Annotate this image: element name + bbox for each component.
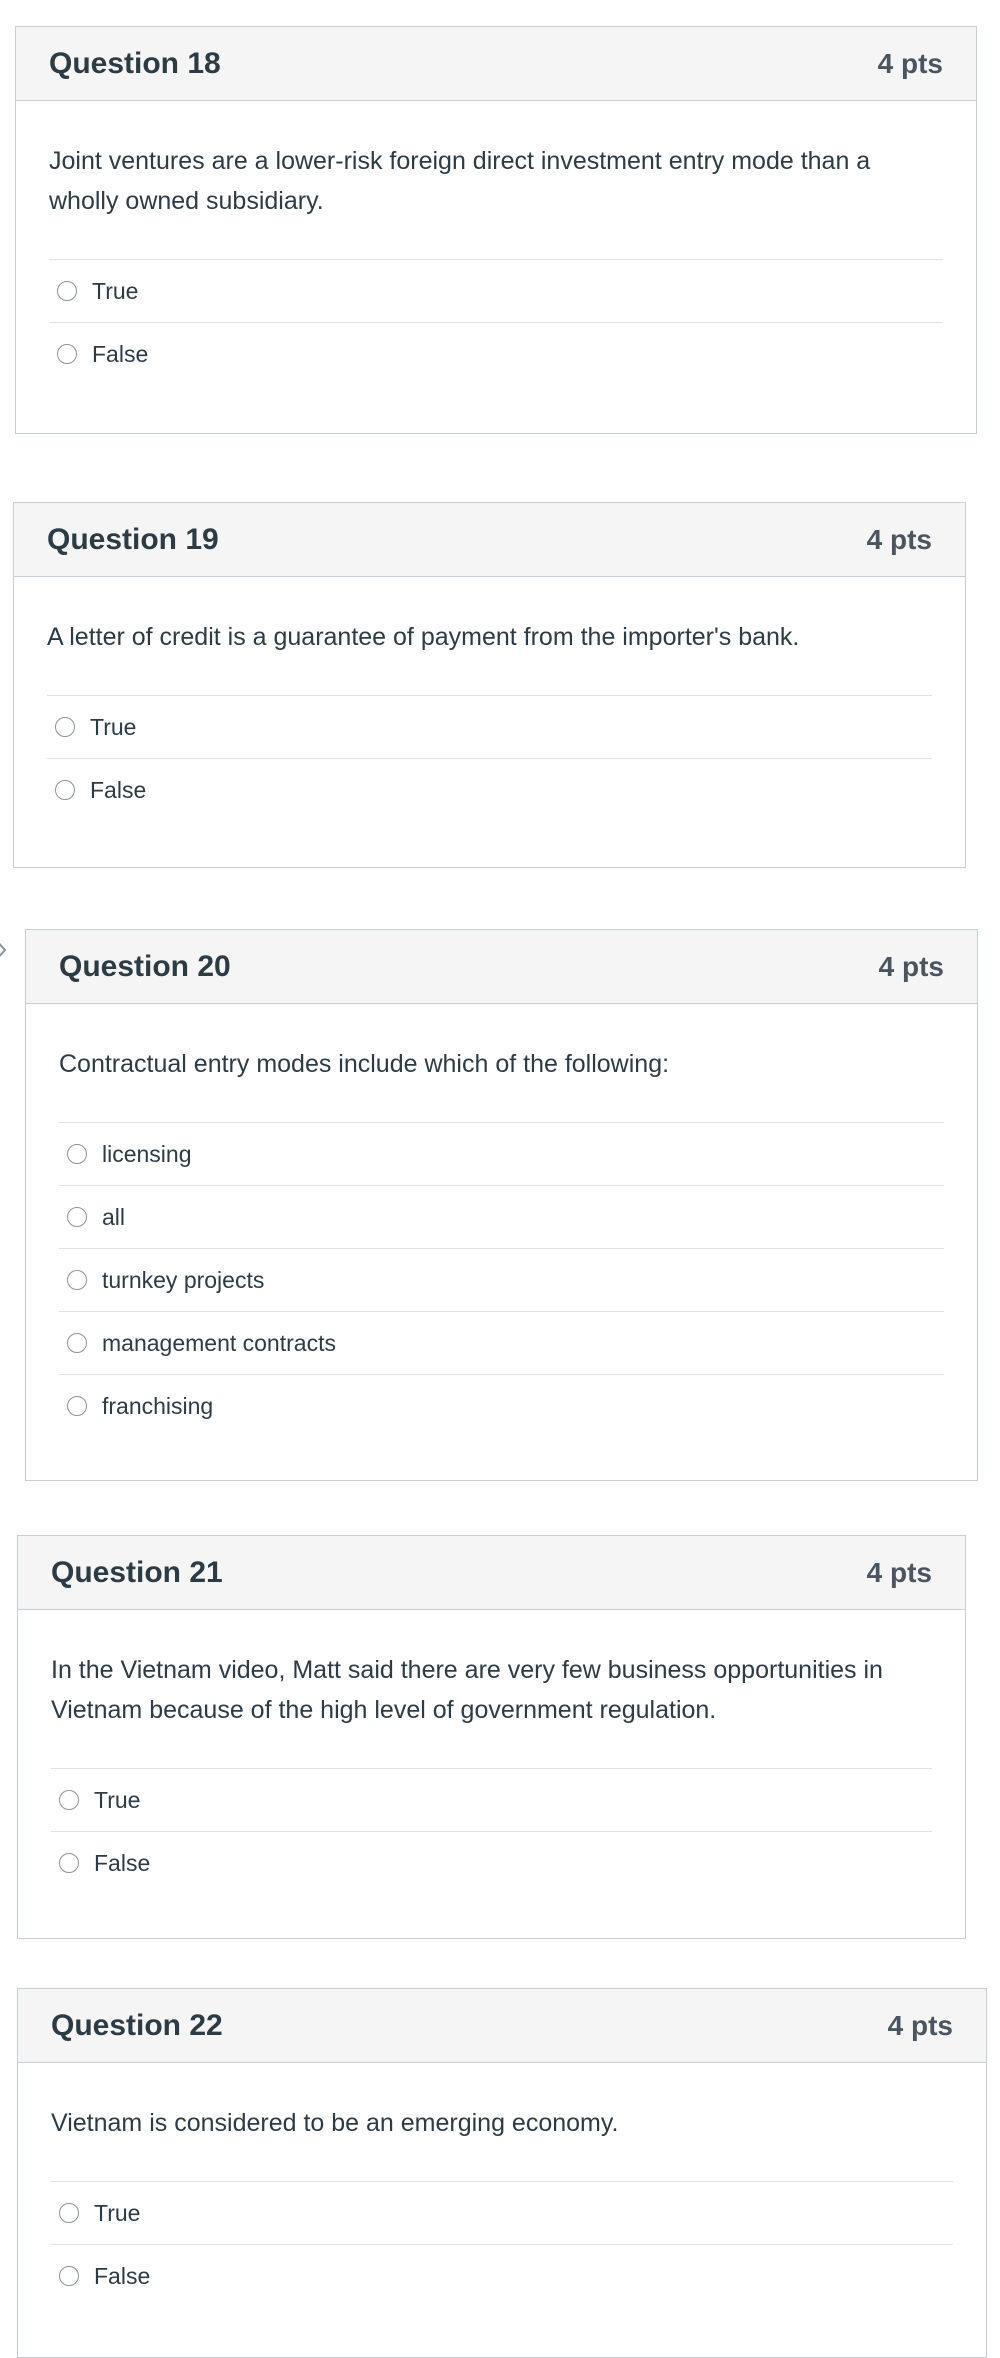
radio-button[interactable] bbox=[55, 717, 75, 737]
radio-button[interactable] bbox=[67, 1144, 87, 1164]
answer-option[interactable] bbox=[51, 2245, 953, 2307]
radio-button[interactable] bbox=[67, 1333, 87, 1353]
answer-option[interactable] bbox=[49, 323, 943, 385]
question-20 bbox=[25, 929, 978, 1481]
answer-label: False bbox=[94, 1849, 151, 1876]
question-points: 4 pts bbox=[877, 47, 943, 79]
question-22 bbox=[17, 1988, 987, 2358]
question-body bbox=[18, 2063, 986, 2327]
question-header bbox=[16, 27, 976, 101]
answer-label: all bbox=[102, 1203, 126, 1230]
question-header bbox=[14, 503, 965, 577]
radio-button[interactable] bbox=[57, 281, 77, 301]
answer-list bbox=[51, 2181, 953, 2307]
radio-button[interactable] bbox=[57, 344, 77, 364]
question-body bbox=[18, 1610, 965, 1914]
answer-list bbox=[59, 1122, 944, 1437]
question-text: Contractual entry modes include which of the following: bbox=[59, 1050, 670, 1078]
answer-option[interactable] bbox=[59, 1186, 944, 1249]
answer-option[interactable] bbox=[47, 696, 932, 759]
answer-label: False bbox=[92, 340, 149, 367]
question-header bbox=[26, 930, 977, 1004]
answer-option[interactable] bbox=[47, 759, 932, 821]
answer-label: franchising bbox=[102, 1392, 214, 1419]
answer-option[interactable] bbox=[59, 1249, 944, 1312]
answer-option[interactable] bbox=[51, 1832, 932, 1894]
answer-list bbox=[49, 259, 943, 385]
answer-option[interactable] bbox=[59, 1312, 944, 1375]
radio-button[interactable] bbox=[67, 1270, 87, 1290]
question-18 bbox=[15, 26, 977, 434]
question-points: 4 pts bbox=[887, 2009, 953, 2041]
question-points: 4 pts bbox=[866, 1556, 932, 1588]
answer-label: True bbox=[94, 2199, 141, 2226]
question-title: Question 19 bbox=[47, 522, 219, 556]
radio-button[interactable] bbox=[59, 2266, 79, 2286]
answer-label: False bbox=[94, 2262, 151, 2289]
answer-list bbox=[51, 1768, 932, 1894]
question-title: Question 18 bbox=[49, 46, 221, 80]
answer-list bbox=[47, 695, 932, 821]
question-text: In the Vietnam video, Matt said there are very few business opportunities in Vietnam because of the high level of government regulation. bbox=[51, 1656, 883, 1724]
answer-option[interactable] bbox=[59, 1123, 944, 1186]
answer-label: True bbox=[90, 713, 137, 740]
answer-option[interactable] bbox=[51, 2182, 953, 2245]
question-body bbox=[14, 577, 965, 841]
question-21 bbox=[17, 1535, 966, 1939]
answer-label: licensing bbox=[102, 1140, 192, 1167]
answer-option[interactable] bbox=[51, 1769, 932, 1832]
answer-label: turnkey projects bbox=[102, 1266, 265, 1293]
question-body bbox=[16, 101, 976, 405]
question-body bbox=[26, 1004, 977, 1457]
answer-label: management contracts bbox=[102, 1329, 336, 1356]
answer-option[interactable] bbox=[49, 260, 943, 323]
question-text: Joint ventures are a lower-risk foreign direct investment entry mode than a wholly owned subsidiary. bbox=[49, 147, 871, 215]
question-header bbox=[18, 1536, 965, 1610]
radio-button[interactable] bbox=[59, 2203, 79, 2223]
answer-label: True bbox=[92, 277, 139, 304]
radio-button[interactable] bbox=[67, 1396, 87, 1416]
question-text: Vietnam is considered to be an emerging economy. bbox=[51, 2109, 619, 2137]
radio-button[interactable] bbox=[67, 1207, 87, 1227]
radio-button[interactable] bbox=[59, 1790, 79, 1810]
question-points: 4 pts bbox=[866, 523, 932, 555]
question-header bbox=[18, 1989, 986, 2063]
question-title: Question 21 bbox=[51, 1555, 223, 1589]
radio-button[interactable] bbox=[55, 780, 75, 800]
chevron-right-icon bbox=[0, 938, 8, 962]
answer-label: False bbox=[90, 776, 147, 803]
radio-button[interactable] bbox=[59, 1853, 79, 1873]
answer-label: True bbox=[94, 1786, 141, 1813]
answer-option[interactable] bbox=[59, 1375, 944, 1437]
question-title: Question 20 bbox=[59, 949, 231, 983]
question-title: Question 22 bbox=[51, 2008, 223, 2042]
question-points: 4 pts bbox=[878, 950, 944, 982]
question-19 bbox=[13, 502, 966, 868]
question-text: A letter of credit is a guarantee of payment from the importer's bank. bbox=[47, 623, 800, 651]
